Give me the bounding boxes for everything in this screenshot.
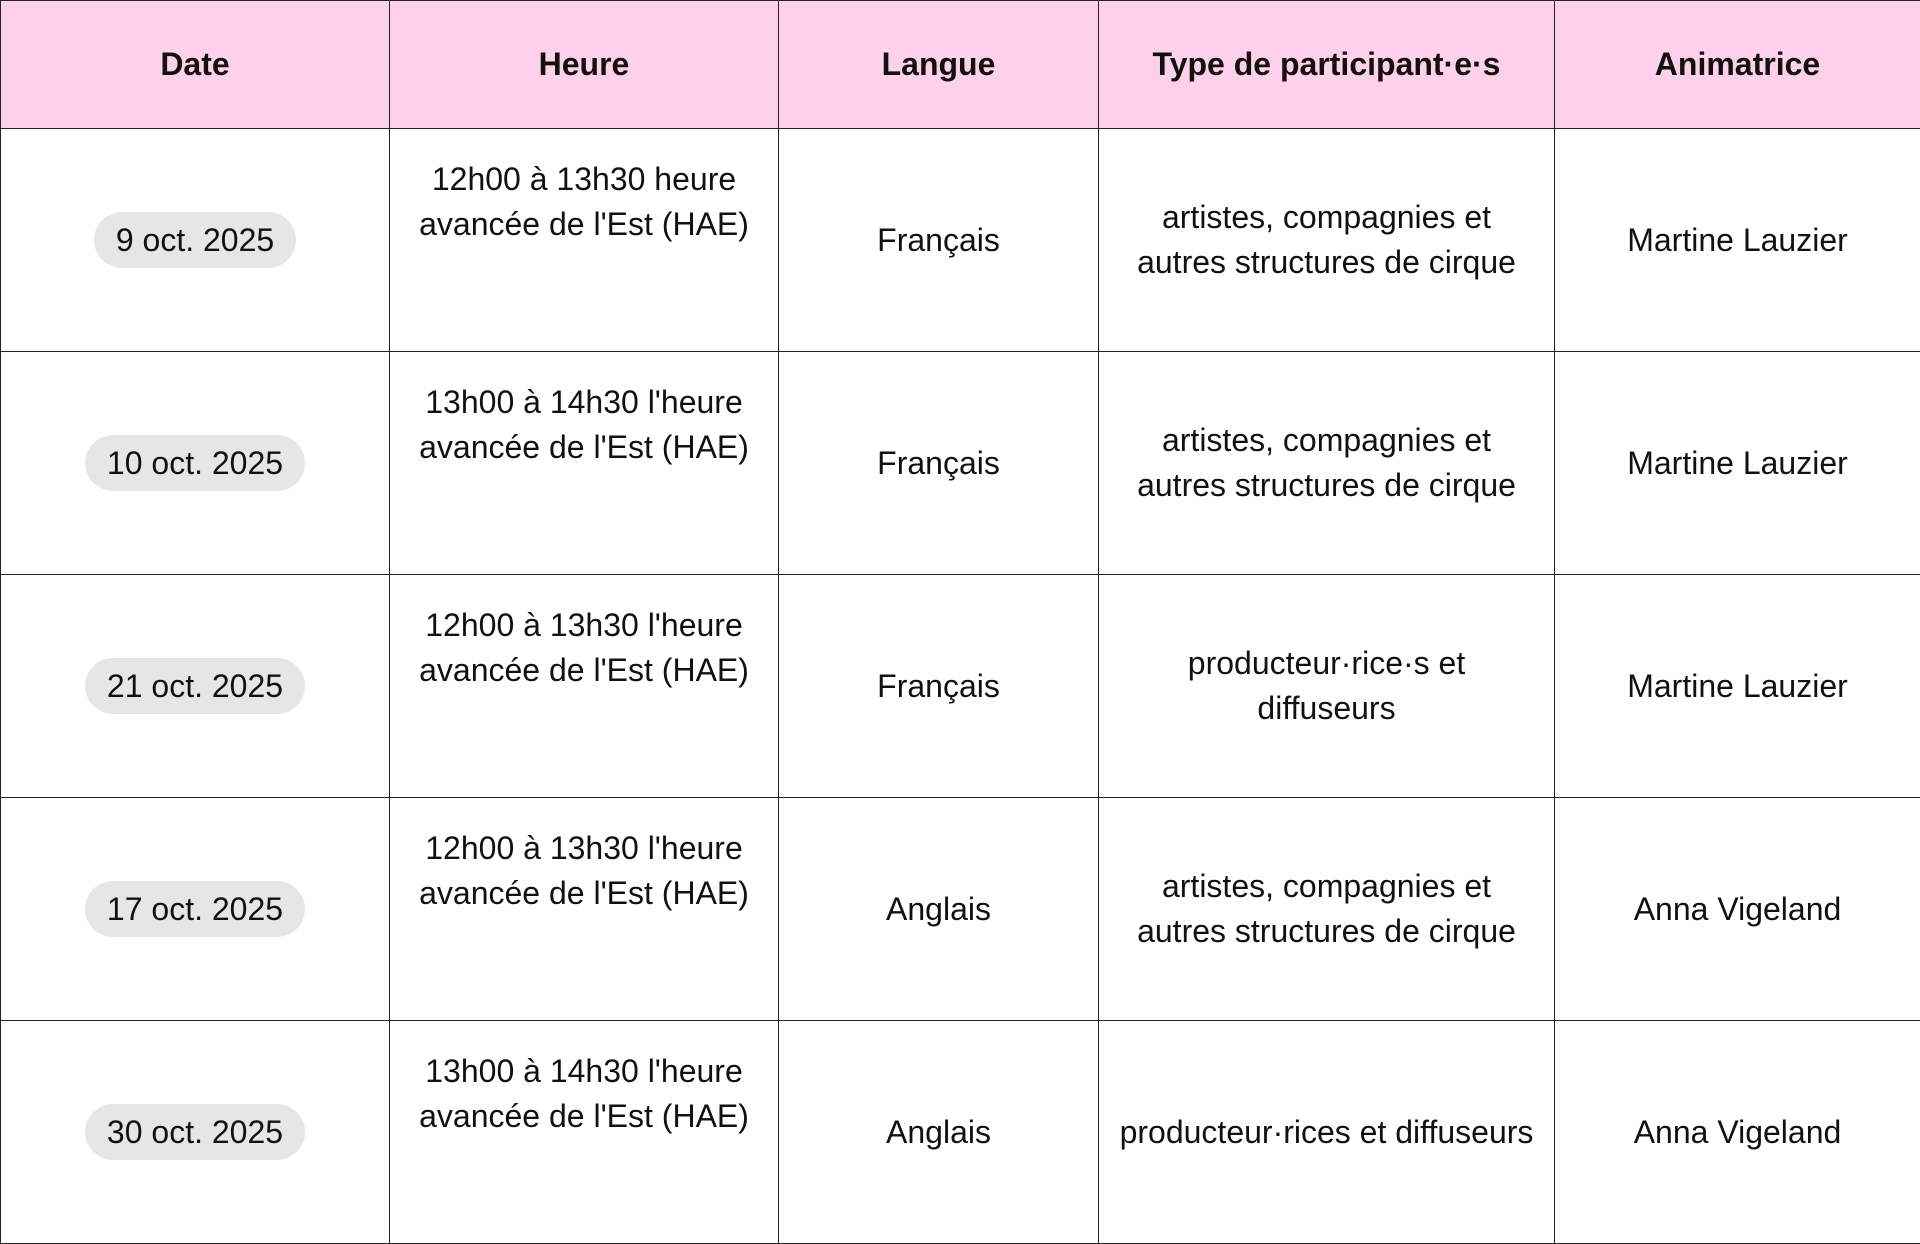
table-row xyxy=(1,129,1920,352)
table-row xyxy=(1,575,1920,798)
langue-cell: Français xyxy=(779,129,1099,352)
type-participants-cell: artistes, compagnies et autres structures de cirque xyxy=(1099,798,1555,1021)
table-header xyxy=(1,1,1920,129)
table-row xyxy=(1,798,1920,1021)
header-animatrice: Animatrice xyxy=(1555,1,1920,129)
type-participants-cell: artistes, compagnies et autres structures de cirque xyxy=(1099,129,1555,352)
header-date: Date xyxy=(1,1,390,129)
langue-cell: Anglais xyxy=(779,798,1099,1021)
table-body xyxy=(1,129,1920,1244)
animatrice-cell: Martine Lauzier xyxy=(1555,575,1920,798)
table-row xyxy=(1,352,1920,575)
langue-cell: Français xyxy=(779,352,1099,575)
date-cell xyxy=(1,798,390,1021)
header-row xyxy=(1,1,1920,129)
header-langue: Langue xyxy=(779,1,1099,129)
heure-cell: 12h00 à 13h30 heure avancée de l'Est (HAE) xyxy=(390,129,779,352)
langue-cell: Français xyxy=(779,575,1099,798)
heure-cell: 12h00 à 13h30 l'heure avancée de l'Est (HAE) xyxy=(390,575,779,798)
type-participants-cell: producteur·rices et diffuseurs xyxy=(1099,1021,1555,1244)
date-badge: 10 oct. 2025 xyxy=(85,435,305,492)
type-participants-cell: producteur·rice·s et diffuseurs xyxy=(1099,575,1555,798)
heure-cell: 13h00 à 14h30 l'heure avancée de l'Est (HAE) xyxy=(390,1021,779,1244)
date-cell xyxy=(1,575,390,798)
date-cell xyxy=(1,129,390,352)
date-badge: 21 oct. 2025 xyxy=(85,658,305,715)
header-heure: Heure xyxy=(390,1,779,129)
heure-cell: 12h00 à 13h30 l'heure avancée de l'Est (HAE) xyxy=(390,798,779,1021)
header-type-participants: Type de participant·e·s xyxy=(1099,1,1555,129)
date-badge: 9 oct. 2025 xyxy=(94,212,296,269)
type-participants-cell: artistes, compagnies et autres structures de cirque xyxy=(1099,352,1555,575)
animatrice-cell: Martine Lauzier xyxy=(1555,352,1920,575)
date-badge: 30 oct. 2025 xyxy=(85,1104,305,1161)
date-cell xyxy=(1,1021,390,1244)
heure-cell: 13h00 à 14h30 l'heure avancée de l'Est (HAE) xyxy=(390,352,779,575)
table-row xyxy=(1,1021,1920,1244)
animatrice-cell: Martine Lauzier xyxy=(1555,129,1920,352)
date-badge: 17 oct. 2025 xyxy=(85,881,305,938)
animatrice-cell: Anna Vigeland xyxy=(1555,1021,1920,1244)
animatrice-cell: Anna Vigeland xyxy=(1555,798,1920,1021)
langue-cell: Anglais xyxy=(779,1021,1099,1244)
date-cell xyxy=(1,352,390,575)
